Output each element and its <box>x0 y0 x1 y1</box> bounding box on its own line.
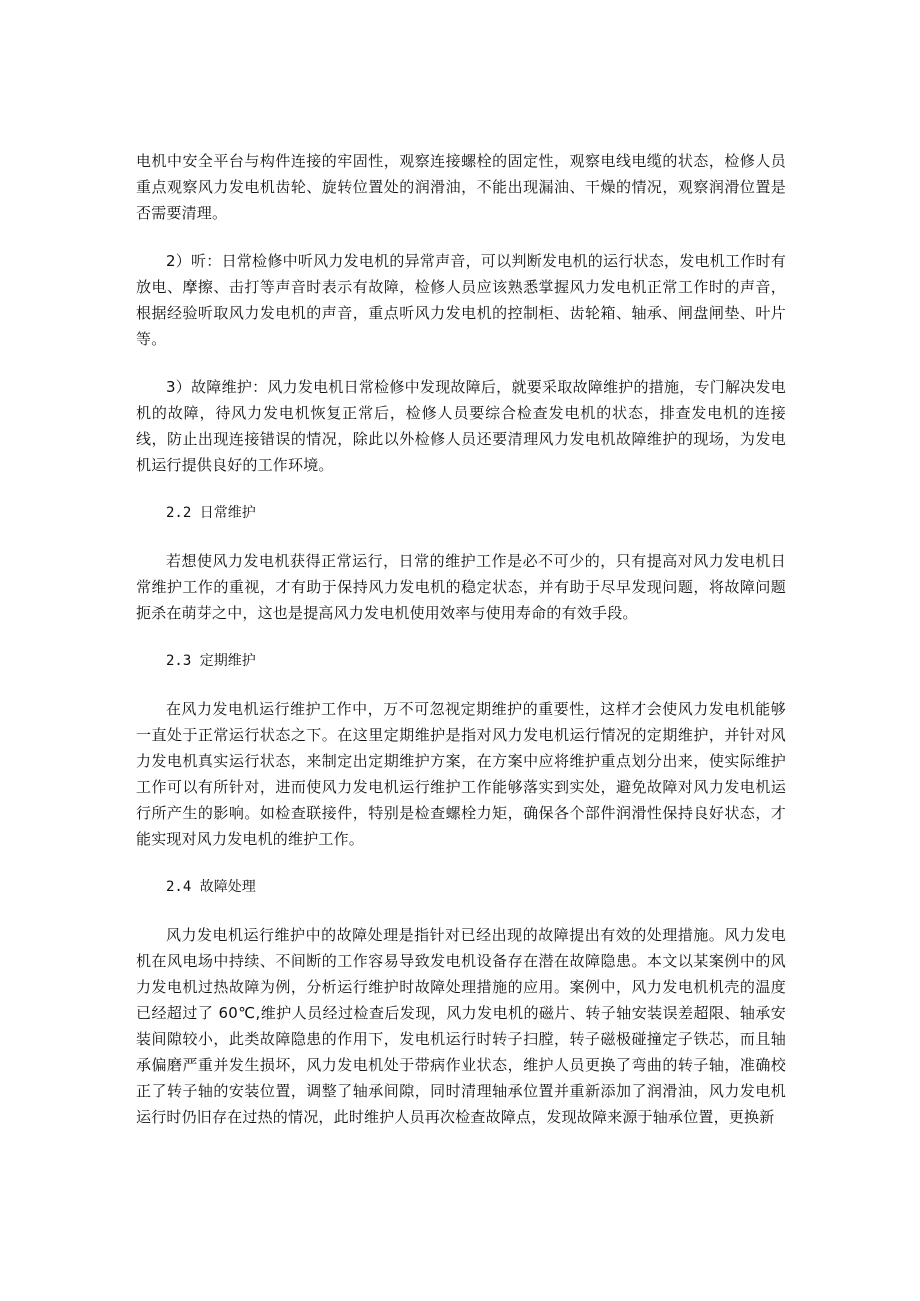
section-heading-fault-handling: 2.4 故障处理 <box>166 879 256 895</box>
paragraph-listen: 2）听：日常检修中听风力发电机的异常声音，可以判断发电机的运行状态，发电机工作时有放电、摩擦、击打等声音时表示有故障，检修人员应该熟悉掌握风力发电机正常工作时的声音，根据经验听取风力发电机的声音，重点听风力发电机的控制柜、齿轮箱、轴承、闸盘闸垫、叶片等。 <box>136 252 786 348</box>
paragraph-fault-maintenance: 3）故障维护：风力发电机日常检修中发现故障后，就要采取故障维护的措施，专门解决发电机的故障，待风力发电机恢复正常后，检修人员要综合检查发电机的状态，排查发电机的连接线，防止出现连接错误的情况，除此以外检修人员还要清理风力发电机故障维护的现场，为发电机运行提供良好的工作环境。 <box>136 378 786 474</box>
section-heading-daily-maintenance: 2.2 日常维护 <box>166 505 256 521</box>
paragraph-fault-handling: 风力发电机运行维护中的故障处理是指针对已经出现的故障提出有效的处理措施。风力发电机在风电场中持续、不间断的工作容易导致发电机设备存在潜在故障隐患。本文以某案例中的风力发电机过热故障为例，分析运行维护时故障处理措施的应用。案例中，风力发电机机壳的温度已经超过了 60℃,维护人员经过检查后发现，风力发电机的磁片、转子轴安装误差超限、轴承安装间隙较小，此类故障隐患的作用下，发电机运行时转子扫膛，转子磁极碰撞定子铁芯，而且轴承偏磨严重并发生损坏，风力发电机处于带病作业状态，维护人员更换了弯曲的转子轴，准确校正了转子轴的安装位置，调整了轴承间隙，同时清理轴承位置并重新添加了润滑油，风力发电机运行时仍旧存在过热的情况，此时维护人员再次检查故障点，发现故障来源于轴承位置，更换新 <box>136 926 786 1126</box>
document-body <box>136 148 786 1152</box>
paragraph-periodic-maintenance: 在风力发电机运行维护工作中，万不可忽视定期维护的重要性，这样才会使风力发电机能够一直处于正常运行状态之下。在这里定期维护是指对风力发电机运行情况的定期维护，并针对风力发电机真实运行状态，来制定出定期维护方案，在方案中应将维护重点划分出来，使实际维护工作可以有所针对，进而使风力发电机运行维护工作能够落实到实处，避免故障对风力发电机运行所产生的影响。如检查联接件，特别是检查螺栓力矩，确保各个部件润滑性保持良好状态，才能实现对风力发电机的维护工作。 <box>136 700 786 848</box>
paragraph-daily-maintenance: 若想使风力发电机获得正常运行，日常的维护工作是必不可少的，只有提高对风力发电机日常维护工作的重视，才有助于保持风力发电机的稳定状态，并有助于尽早发现问题，将故障问题扼杀在萌芽之中，这也是提高风力发电机使用效率与使用寿命的有效手段。 <box>136 552 786 622</box>
paragraph-inspection-continued: 电机中安全平台与构件连接的牢固性，观察连接螺栓的固定性，观察电线电缆的状态，检修人员重点观察风力发电机齿轮、旋转位置处的润滑油，不能出现漏油、干燥的情况，观察润滑位置是否需要清理。 <box>136 152 786 222</box>
section-heading-periodic-maintenance: 2.3 定期维护 <box>166 653 256 669</box>
